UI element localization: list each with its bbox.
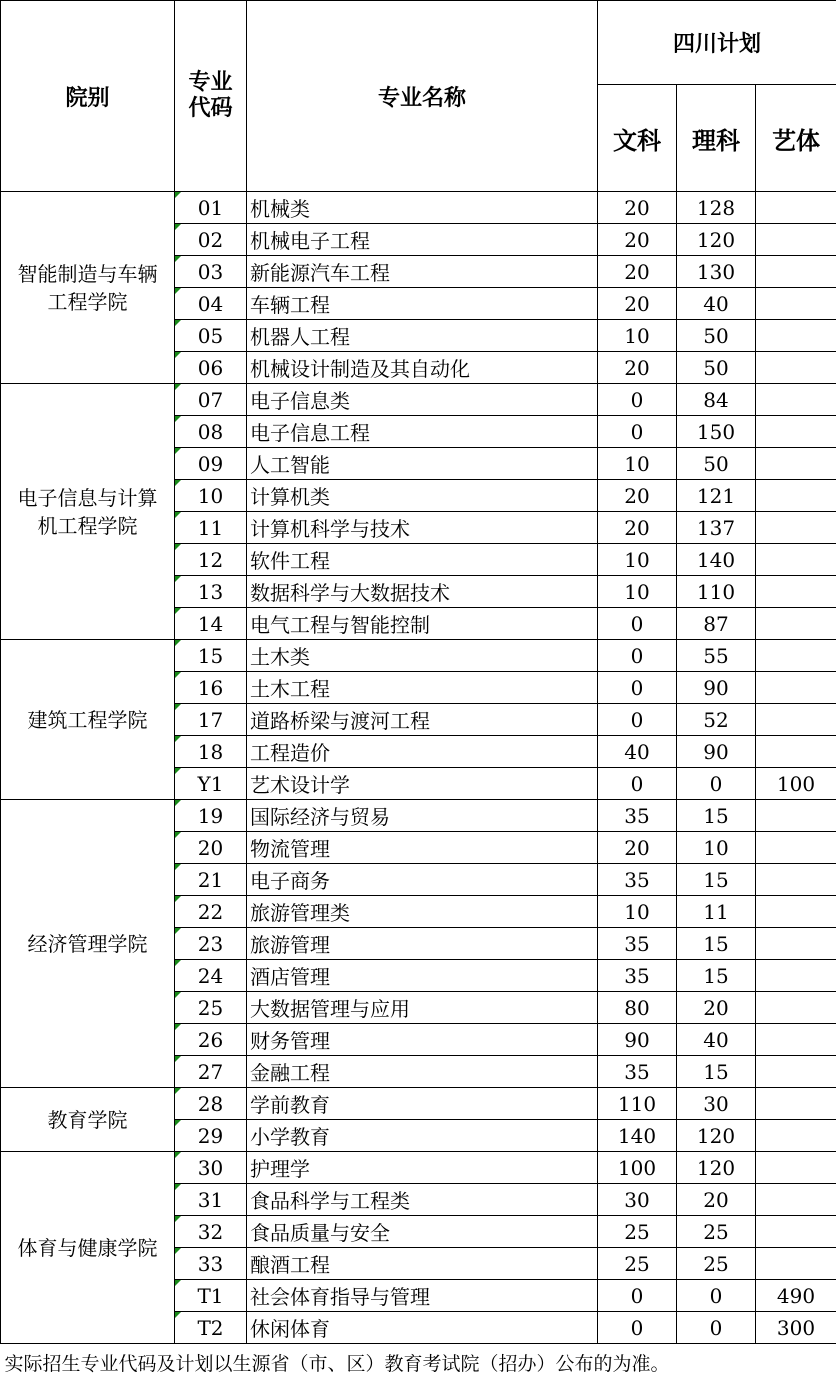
science-quota: 87 [677,608,756,640]
science-quota: 40 [677,288,756,320]
art-sports-quota [756,480,836,512]
major-name: 酿酒工程 [247,1248,598,1280]
major-name: 土木工程 [247,672,598,704]
footnote: 实际招生专业代码及计划以生源省（市、区）教育考试院（招办）公布的为准。 [1,1344,836,1381]
art-sports-quota [756,640,836,672]
art-sports-quota [756,416,836,448]
major-code: 20 [175,832,247,864]
science-quota: 30 [677,1088,756,1120]
science-quota: 120 [677,224,756,256]
arts-quota: 0 [598,768,677,800]
art-sports-quota [756,832,836,864]
science-quota: 90 [677,736,756,768]
major-code: Y1 [175,768,247,800]
arts-quota: 0 [598,640,677,672]
arts-quota: 10 [598,896,677,928]
major-code: 21 [175,864,247,896]
arts-quota: 10 [598,576,677,608]
arts-quota: 0 [598,416,677,448]
art-sports-quota [756,1120,836,1152]
art-sports-quota [756,704,836,736]
arts-quota: 25 [598,1248,677,1280]
code-header-line1: 专业 [188,70,233,95]
college-header: 院别 [1,1,175,192]
art-sports-quota [756,1024,836,1056]
arts-quota: 100 [598,1152,677,1184]
major-code: 23 [175,928,247,960]
major-name: 旅游管理类 [247,896,598,928]
major-code: 10 [175,480,247,512]
major-name: 电子商务 [247,864,598,896]
art-sports-quota [756,512,836,544]
major-name: 国际经济与贸易 [247,800,598,832]
arts-quota: 20 [598,192,677,224]
major-code: 02 [175,224,247,256]
college-name-line: 机工程学院 [37,513,138,538]
arts-quota: 20 [598,256,677,288]
art-sports-quota [756,1184,836,1216]
major-code: 27 [175,1056,247,1088]
science-quota: 90 [677,672,756,704]
major-name: 机械电子工程 [247,224,598,256]
arts-quota: 10 [598,544,677,576]
major-code: 28 [175,1088,247,1120]
code-header [175,1,247,192]
science-quota: 11 [677,896,756,928]
major-code: 16 [175,672,247,704]
major-code: 22 [175,896,247,928]
major-code: 01 [175,192,247,224]
arts-quota: 140 [598,1120,677,1152]
science-quota: 15 [677,800,756,832]
major-name: 道路桥梁与渡河工程 [247,704,598,736]
table-row [1,1152,836,1184]
arts-quota: 20 [598,288,677,320]
major-name: 财务管理 [247,1024,598,1056]
major-name: 电子信息工程 [247,416,598,448]
code-header-line2: 代码 [188,96,233,121]
science-quota: 50 [677,448,756,480]
arts-quota: 0 [598,1280,677,1312]
major-name: 新能源汽车工程 [247,256,598,288]
major-code: 07 [175,384,247,416]
art-sports-quota [756,288,836,320]
art-sports-quota [756,256,836,288]
science-quota: 10 [677,832,756,864]
science-quota: 137 [677,512,756,544]
art-sports-quota [756,224,836,256]
science-quota: 110 [677,576,756,608]
art-sports-quota [756,192,836,224]
table-row [1,1088,836,1120]
major-code: 11 [175,512,247,544]
college-name-line: 体育与健康学院 [17,1235,158,1260]
arts-quota: 0 [598,608,677,640]
college-name-line: 建筑工程学院 [27,707,148,732]
major-name: 软件工程 [247,544,598,576]
science-quota: 128 [677,192,756,224]
science-quota: 55 [677,640,756,672]
major-name: 土木类 [247,640,598,672]
major-name: 机械类 [247,192,598,224]
college-name [1,192,175,384]
major-name: 电气工程与智能控制 [247,608,598,640]
arts-quota: 35 [598,800,677,832]
arts-quota: 0 [598,672,677,704]
college-name-line: 智能制造与车辆 [17,261,158,286]
major-code: 31 [175,1184,247,1216]
major-name: 食品科学与工程类 [247,1184,598,1216]
college-name [1,1152,175,1344]
art-sports-quota [756,352,836,384]
science-quota: 50 [677,352,756,384]
major-code: 09 [175,448,247,480]
major-code: T2 [175,1312,247,1344]
major-name: 人工智能 [247,448,598,480]
art-sports-quota [756,960,836,992]
arts-quota: 10 [598,448,677,480]
arts-quota: 35 [598,864,677,896]
arts-quota: 40 [598,736,677,768]
major-name: 艺术设计学 [247,768,598,800]
arts-quota: 20 [598,512,677,544]
arts-quota: 10 [598,320,677,352]
arts-quota: 35 [598,1056,677,1088]
major-code: 08 [175,416,247,448]
major-name: 金融工程 [247,1056,598,1088]
table-row [1,192,836,224]
arts-quota: 90 [598,1024,677,1056]
footnote-row [1,1344,836,1381]
major-name: 机器人工程 [247,320,598,352]
major-code: 18 [175,736,247,768]
header-row-1 [1,1,836,85]
art-sports-quota [756,736,836,768]
major-code: 17 [175,704,247,736]
table-row [1,800,836,832]
major-code: 32 [175,1216,247,1248]
science-quota: 120 [677,1120,756,1152]
arts-quota: 20 [598,224,677,256]
major-code: 19 [175,800,247,832]
science-quota: 52 [677,704,756,736]
science-quota: 20 [677,992,756,1024]
science-quota: 20 [677,1184,756,1216]
art-sports-quota [756,896,836,928]
art-sports-quota [756,1152,836,1184]
science-header: 理科 [677,85,756,192]
art-sports-quota [756,800,836,832]
major-code: 05 [175,320,247,352]
art-sports-quota [756,1248,836,1280]
science-quota: 15 [677,960,756,992]
art-sports-quota [756,608,836,640]
science-quota: 0 [677,1312,756,1344]
art-sports-quota: 100 [756,768,836,800]
college-name [1,800,175,1088]
major-name: 大数据管理与应用 [247,992,598,1024]
major-code: 26 [175,1024,247,1056]
science-quota: 0 [677,768,756,800]
art-sports-quota [756,544,836,576]
arts-quota: 20 [598,832,677,864]
art-sports-quota [756,384,836,416]
major-code: 13 [175,576,247,608]
major-name: 学前教育 [247,1088,598,1120]
art-sports-quota [756,448,836,480]
science-quota: 25 [677,1216,756,1248]
art-sports-quota: 300 [756,1312,836,1344]
table-body [1,192,836,1344]
arts-quota: 35 [598,928,677,960]
arts-quota: 0 [598,704,677,736]
arts-quota: 30 [598,1184,677,1216]
major-name: 食品质量与安全 [247,1216,598,1248]
arts-quota: 110 [598,1088,677,1120]
science-quota: 0 [677,1280,756,1312]
major-name: 计算机科学与技术 [247,512,598,544]
major-code: 06 [175,352,247,384]
arts-quota: 0 [598,384,677,416]
art-sports-quota [756,576,836,608]
science-quota: 50 [677,320,756,352]
science-quota: 120 [677,1152,756,1184]
major-code: 12 [175,544,247,576]
college-name-line: 教育学院 [47,1107,128,1132]
major-code: 15 [175,640,247,672]
major-code: 03 [175,256,247,288]
art-sports-quota [756,864,836,896]
college-name-line: 经济管理学院 [27,931,148,956]
art-sports-quota [756,1216,836,1248]
arts-quota: 20 [598,352,677,384]
science-quota: 84 [677,384,756,416]
major-name: 数据科学与大数据技术 [247,576,598,608]
major-name: 工程造价 [247,736,598,768]
science-quota: 140 [677,544,756,576]
major-code: 14 [175,608,247,640]
science-quota: 15 [677,864,756,896]
college-name [1,1088,175,1152]
major-name: 小学教育 [247,1120,598,1152]
arts-quota: 80 [598,992,677,1024]
major-name: 车辆工程 [247,288,598,320]
science-quota: 15 [677,928,756,960]
art-sports-quota [756,672,836,704]
science-quota: 150 [677,416,756,448]
arts-quota: 0 [598,1312,677,1344]
science-quota: 25 [677,1248,756,1280]
arts-quota: 35 [598,960,677,992]
art-sports-quota [756,320,836,352]
science-quota: 15 [677,1056,756,1088]
plan-header: 四川计划 [598,1,836,85]
major-code: 04 [175,288,247,320]
science-quota: 130 [677,256,756,288]
major-code: T1 [175,1280,247,1312]
art-sports-quota: 490 [756,1280,836,1312]
major-header: 专业名称 [247,1,598,192]
arts-quota: 25 [598,1216,677,1248]
major-code: 30 [175,1152,247,1184]
major-name: 旅游管理 [247,928,598,960]
major-name: 社会体育指导与管理 [247,1280,598,1312]
arts-header: 文科 [598,85,677,192]
major-code: 25 [175,992,247,1024]
arts-quota: 20 [598,480,677,512]
college-name-line: 工程学院 [47,289,128,314]
major-code: 33 [175,1248,247,1280]
art-sports-quota [756,1088,836,1120]
table-row [1,640,836,672]
college-name-line: 电子信息与计算 [17,485,158,510]
major-code: 24 [175,960,247,992]
major-name: 电子信息类 [247,384,598,416]
major-name: 计算机类 [247,480,598,512]
table-row [1,384,836,416]
science-quota: 40 [677,1024,756,1056]
science-quota: 121 [677,480,756,512]
major-name: 物流管理 [247,832,598,864]
art-sports-header: 艺体 [756,85,836,192]
major-name: 休闲体育 [247,1312,598,1344]
art-sports-quota [756,1056,836,1088]
major-name: 机械设计制造及其自动化 [247,352,598,384]
major-code: 29 [175,1120,247,1152]
major-name: 护理学 [247,1152,598,1184]
college-name [1,640,175,800]
college-name [1,384,175,640]
art-sports-quota [756,992,836,1024]
major-name: 酒店管理 [247,960,598,992]
art-sports-quota [756,928,836,960]
